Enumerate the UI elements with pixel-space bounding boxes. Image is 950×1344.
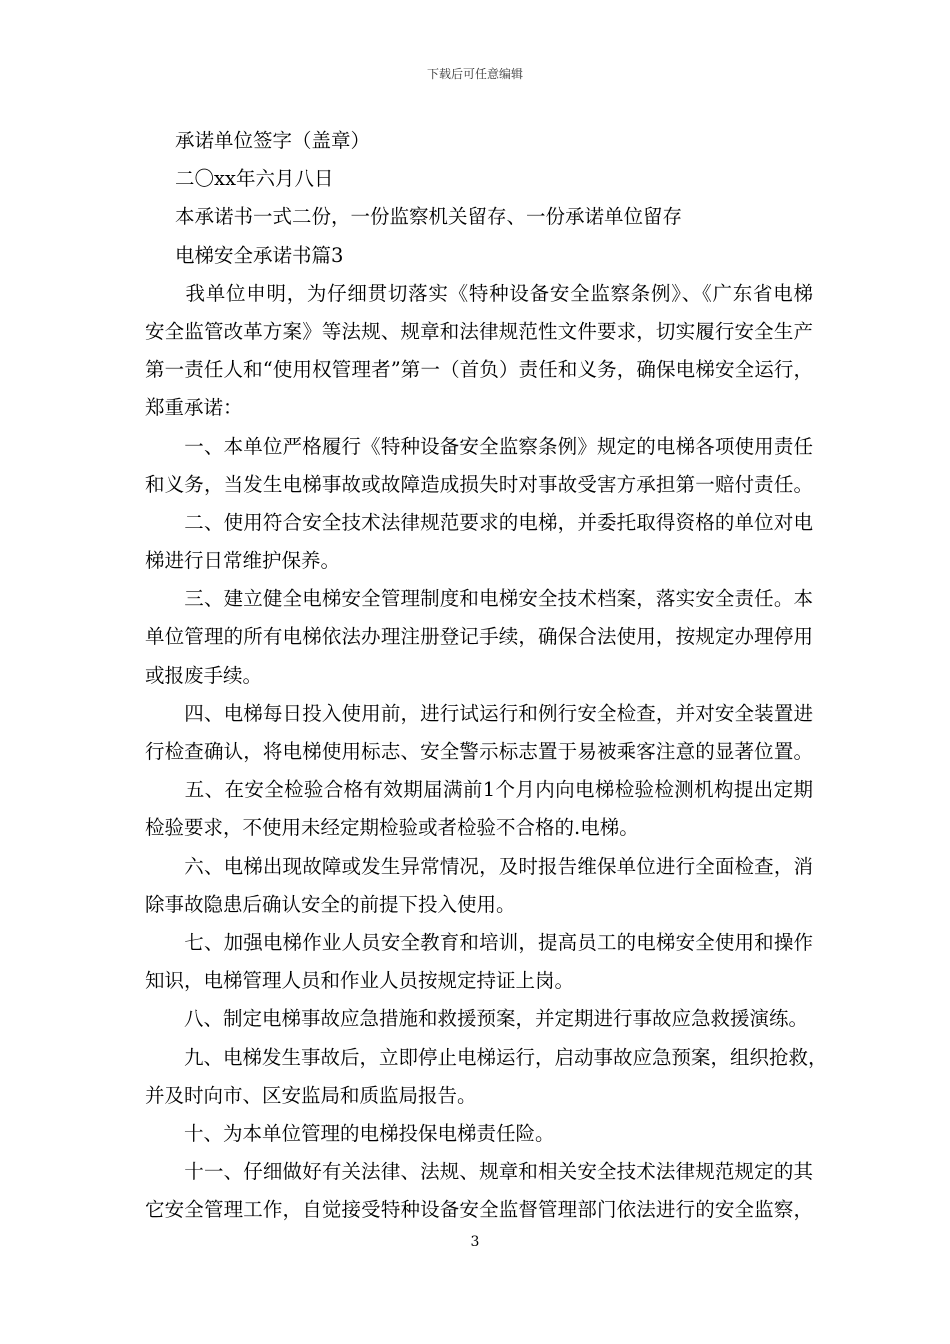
text-line: 四、电梯每日投入使用前，进行试运行和例行安全检查，并对安全装置进 [145, 701, 813, 725]
text-line: 或报废手续。 [145, 663, 263, 687]
text-line: 知识，电梯管理人员和作业人员按规定持证上岗。 [145, 969, 575, 993]
text-line: 第一责任人和“使用权管理者”第一（首负）责任和义务，确保电梯安全运行， [145, 358, 813, 382]
text-line: 六、电梯出现故障或发生异常情况，及时报告维保单位进行全面检查，消 [145, 854, 813, 878]
text-line: 我单位申明，为仔细贯切落实《特种设备安全监察条例》、《广东省电梯 [145, 281, 813, 305]
text-line: 检验要求，不使用未经定期检验或者检验不合格的.电梯。 [145, 816, 639, 840]
text-line: 二、使用符合安全技术法律规范要求的电梯，并委托取得资格的单位对电 [145, 510, 813, 534]
text-line: 三、建立健全电梯安全管理制度和电梯安全技术档案，落实安全责任。本 [145, 587, 813, 611]
document-body [145, 122, 828, 1229]
text-line: 行检查确认，将电梯使用标志、安全警示标志置于易被乘客注意的显著位置。 [145, 740, 813, 763]
text-line: 电梯安全承诺书篇3 [175, 243, 344, 267]
text-line: 梯进行日常维护保养。 [145, 549, 341, 573]
text-line: 十一、仔细做好有关法律、法规、规章和相关安全技术法律规范规定的其 [145, 1160, 813, 1184]
text-line: 七、加强电梯作业人员安全教育和培训，提高员工的电梯安全使用和操作 [145, 930, 813, 954]
text-line: 安全监管改革方案》等法规、规章和法律规范性文件要求，切实履行安全生产 [145, 319, 813, 343]
text-line: 郑重承诺： [145, 396, 243, 420]
text-line: 一、本单位严格履行《特种设备安全监察条例》规定的电梯各项使用责任 [145, 434, 813, 458]
text-line: 和义务，当发生电梯事故或故障造成损失时对事故受害方承担第一赔付责任。 [145, 472, 813, 496]
text-line: 二〇xx年六月八日 [175, 167, 334, 191]
text-line: 九、电梯发生事故后，立即停止电梯运行，启动事故应急预案，组织抢救， [145, 1045, 828, 1069]
text-line: 承诺单位签字（盖章） [175, 129, 371, 152]
text-line: 它安全管理工作，自觉接受特种设备安全监督管理部门依法进行的安全监察， [145, 1198, 813, 1222]
text-line: 八、制定电梯事故应急措施和救援预案，并定期进行事故应急救援演练。 [145, 1007, 809, 1031]
page-number: 3 [470, 1234, 480, 1250]
text-line: 单位管理的所有电梯依法办理注册登记手续，确保合法使用，按规定办理停用 [145, 625, 813, 649]
text-line: 十、为本单位管理的电梯投保电梯责任险。 [145, 1121, 555, 1145]
page-header: 下载后可任意编辑 [426, 67, 523, 81]
text-line: 除事故隐患后确认安全的前提下投入使用。 [145, 892, 516, 916]
text-line: 五、在安全检验合格有效期届满前1个月内向电梯检验检测机构提出定期 [145, 778, 813, 802]
text-line: 本承诺书一式二份，一份监察机关留存、一份承诺单位留存 [175, 205, 683, 229]
text-line: 并及时向市、区安监局和质监局报告。 [145, 1083, 477, 1107]
